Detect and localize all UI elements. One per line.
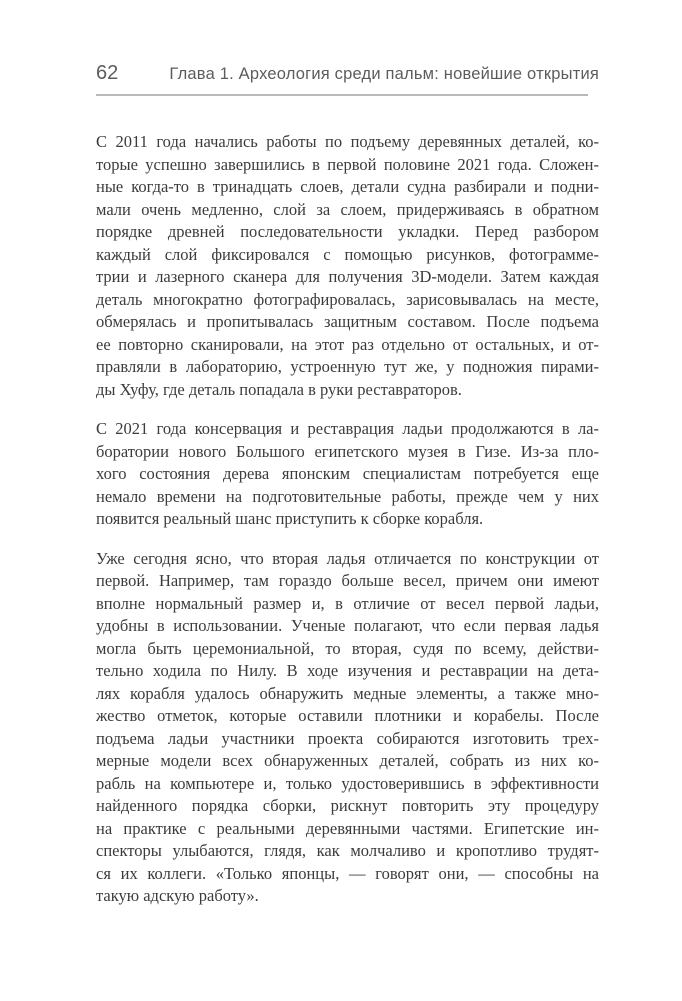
- text-line: вполне нормальный размер и, в отличие от весел первой ладьи,: [96, 593, 599, 613]
- text-line: хого состояния дерева японским специалистам потребуется еще: [96, 464, 599, 483]
- text-line: обмерялась и пропитывалась защитным составом. После подъема: [96, 312, 599, 331]
- text-line: мерные модели всех обнаруженных деталей, собрать из них ко-: [96, 751, 599, 770]
- text-line: порядке древней последовательности укладки. Перед разбором: [96, 222, 599, 241]
- text-line: появится реальный шанс приступить к сборке корабля.: [96, 509, 484, 528]
- text-line: лях корабля удалось обнаружить медные элементы, а также мно-: [96, 683, 599, 703]
- text-line: удобны в использовании. Ученые полагают, что если первая ладья: [96, 616, 599, 635]
- text-line: С 2021 года консервация и реставрация ладьи продолжаются в ла-: [96, 419, 599, 438]
- text-line: найденного порядка сборки, рискнут повторить эту процедуру: [96, 796, 599, 815]
- paragraph: [96, 131, 599, 401]
- text-line: правляли в лабораторию, устроенную тут же, у подножия пирами-: [96, 357, 599, 376]
- page-body: [96, 131, 599, 908]
- page-content: [96, 62, 599, 908]
- text-line: Уже сегодня ясно, что вторая ладья отличается по конструкции от: [96, 548, 599, 568]
- text-line: жество отметок, которые оставили плотники и корабелы. После: [96, 706, 599, 725]
- running-title: Глава 1. Археология среди пальм: новейшие открытия: [169, 65, 599, 83]
- text-line: такую адскую работу».: [96, 886, 259, 905]
- text-line: первой. Например, там гораздо больше весел, причем они имеют: [96, 571, 599, 590]
- text-line: каждый слой фиксировался с помощью рисунков, фотограмме-: [96, 244, 599, 264]
- text-line: ды Хуфу, где деталь попадала в руки реставраторов.: [96, 379, 462, 399]
- text-line: ные когда-то в тринадцать слоев, детали судна разбирали и подни-: [96, 177, 599, 196]
- page-number: 62: [96, 62, 119, 84]
- page-header: [96, 62, 599, 85]
- text-line: трии и лазерного сканера для получения 3D-модели. Затем каждая: [96, 267, 599, 286]
- text-line: С 2011 года начались работы по подъему деревянных деталей, ко-: [96, 132, 599, 151]
- text-line: рабль на компьютере и, только удостоверившись в эффективности: [96, 773, 599, 793]
- text-line: мали очень медленно, слой за слоем, придерживаясь в обратном: [96, 199, 599, 219]
- header-rule: [96, 94, 588, 96]
- text-line: ее повторно сканировали, на этот раз отдельно от остальных, и от-: [96, 334, 599, 354]
- text-line: боратории нового Большого египетского музея в Гизе. Из-за пло-: [96, 441, 599, 461]
- text-line: тельно ходила по Нилу. В ходе изучения и реставрации на дета-: [96, 661, 599, 680]
- text-line: торые успешно завершились в первой половине 2021 года. Сложен-: [96, 154, 599, 174]
- paragraph: [96, 418, 599, 531]
- text-line: на практике с реальными деревянными частями. Египетские ин-: [96, 818, 599, 838]
- paragraph: [96, 548, 599, 908]
- text-line: могла быть церемониальной, то вторая, судя по всему, действи-: [96, 638, 599, 658]
- text-line: немало времени на подготовительные работы, прежде чем у них: [96, 486, 599, 506]
- text-line: деталь многократно фотографировалась, зарисовывалась на месте,: [96, 289, 599, 309]
- text-line: спекторы улыбаются, глядя, как молчаливо и кропотливо трудят-: [96, 841, 599, 860]
- text-line: ся их коллеги. «Только японцы, — говорят они, — способны на: [96, 863, 599, 883]
- text-line: подъема ладьи участники проекта собираются изготовить трех-: [96, 728, 599, 748]
